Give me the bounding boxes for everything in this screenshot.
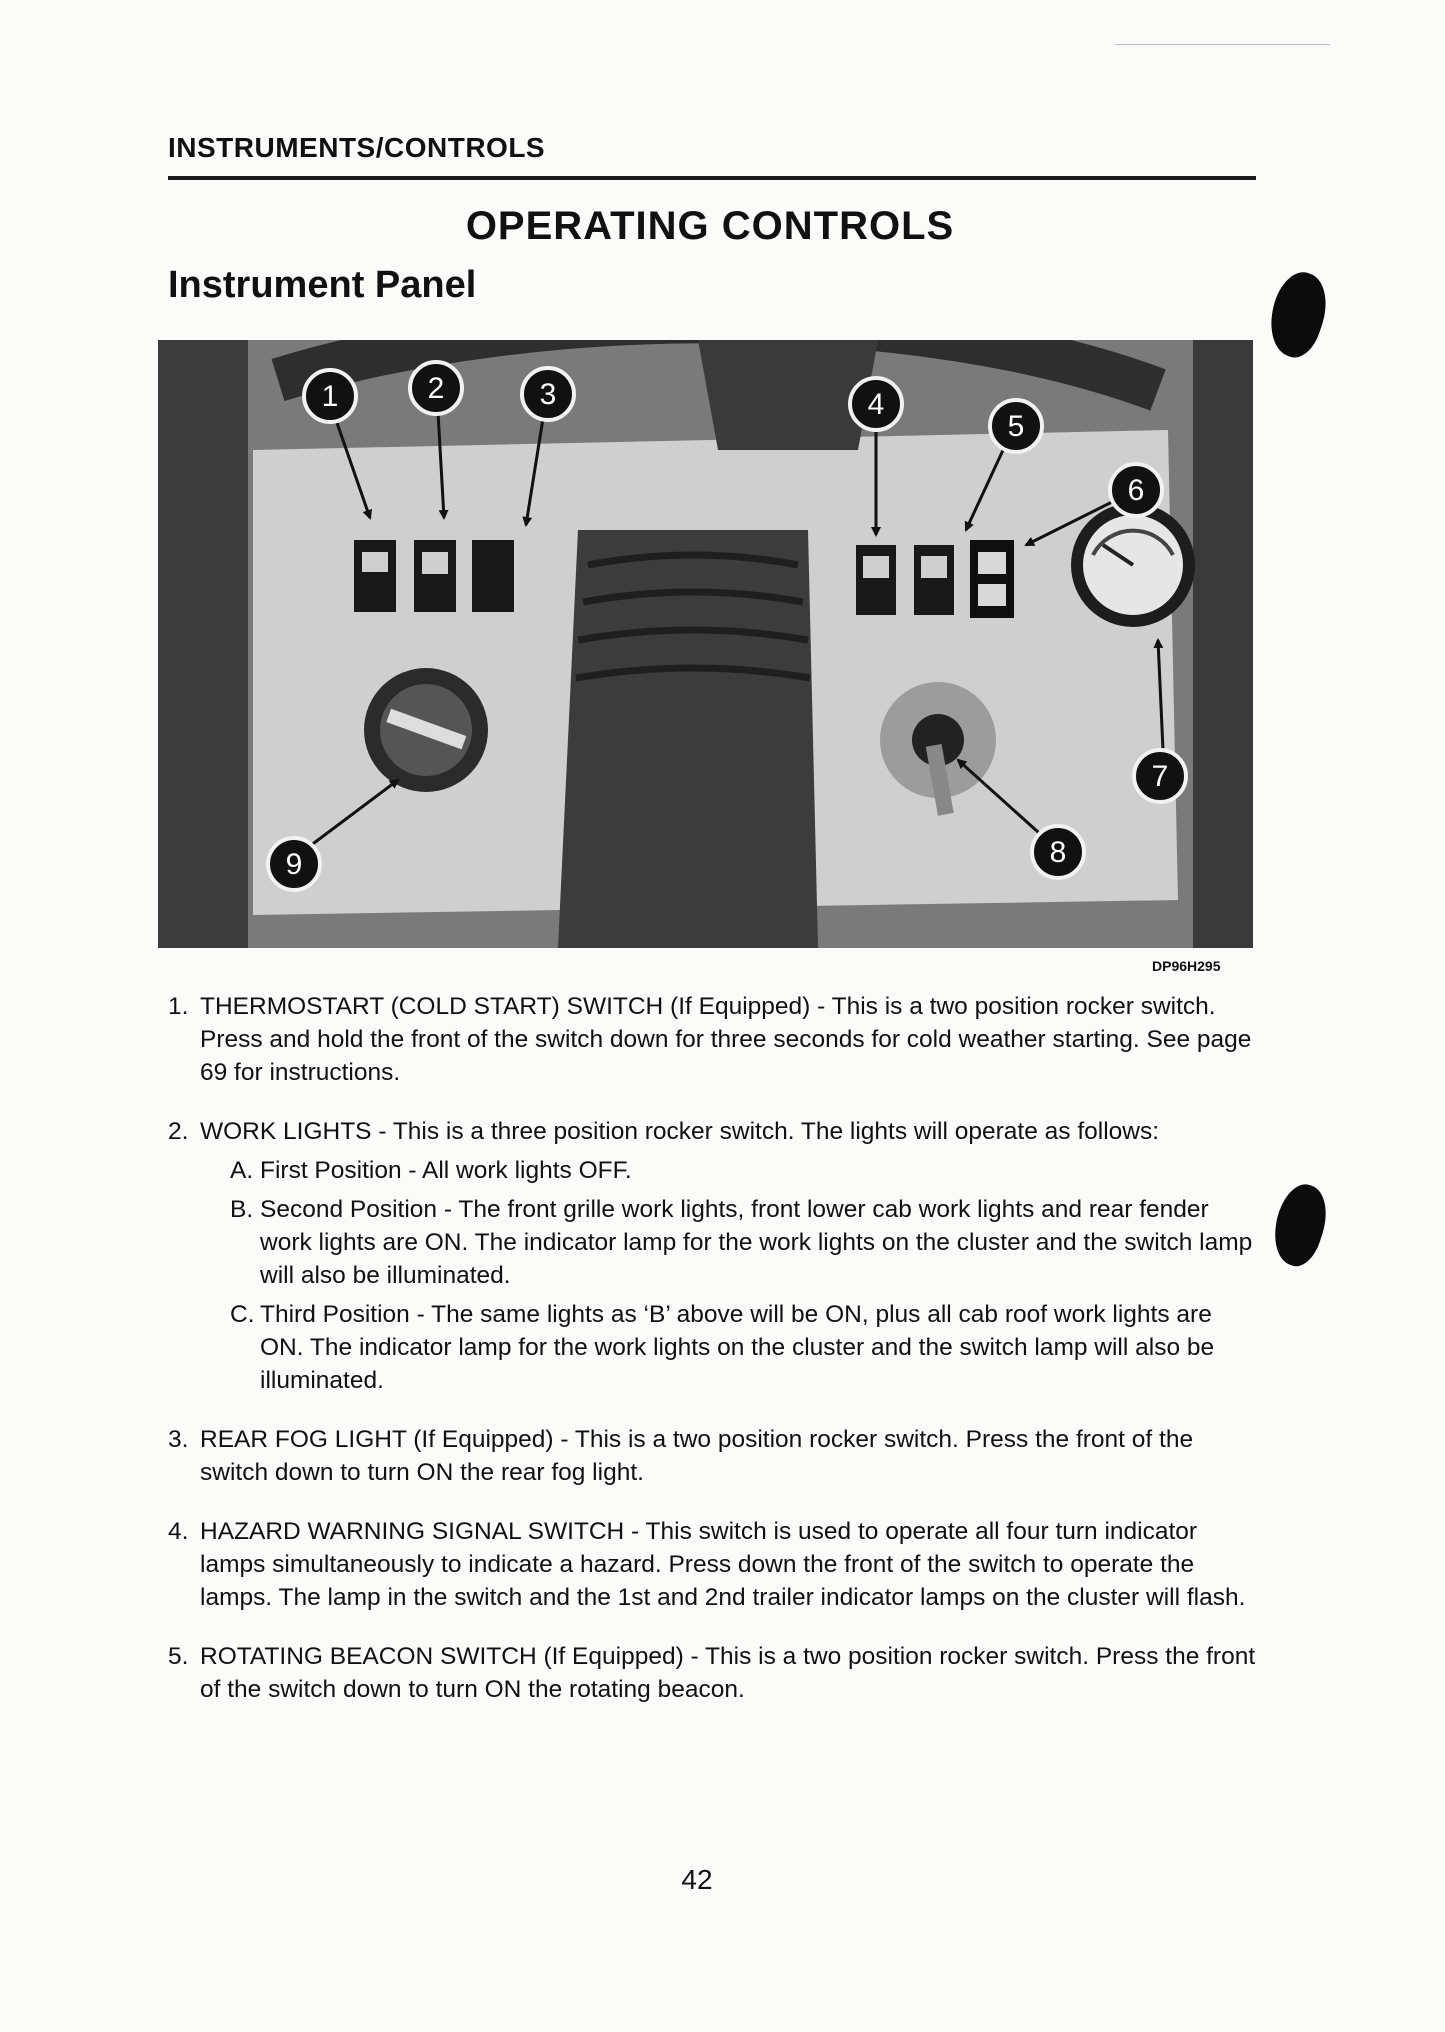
left-cab-pillar [158, 340, 248, 948]
sub-item-letter: C. [230, 1301, 255, 1328]
list-item [168, 1115, 1256, 1397]
switch-5-rotating-beacon [914, 545, 954, 615]
item-number: 1. [168, 993, 189, 1020]
header-rule [168, 176, 1256, 180]
sub-item-text: Second Position - The front grille work lights, front lower cab work lights and rear fender work lights are ON. The indicator lamp for the work lights on the cluster and the switch lamp will also be illuminated. [260, 1196, 1253, 1289]
item-text: REAR FOG LIGHT (If Equipped) - This is a two position rocker switch. Press the front of the switch down to turn ON the rear fog light. [200, 1426, 1194, 1486]
thumb-index-tab [1260, 266, 1336, 363]
callout-label: 8 [1049, 836, 1067, 869]
item-text: ROTATING BEACON SWITCH (If Equipped) - This is a two position rocker switch. Press the front of the switch down to turn ON the rotating beacon. [200, 1643, 1256, 1703]
callout-label: 2 [427, 372, 445, 405]
item-text: THERMOSTART (COLD START) SWITCH (If Equipped) - This is a two position rocker switch. Press and hold the front of the switch down for three seconds for cold weather starting. See page 69 for instructions. [200, 993, 1252, 1086]
sub-item [230, 1298, 1256, 1397]
sub-item-text: First Position - All work lights OFF. [260, 1157, 632, 1184]
callout-label: 7 [1151, 760, 1169, 793]
item-number: 5. [168, 1643, 189, 1670]
switch-4-hazard-warning [856, 545, 896, 615]
callout-label: 6 [1127, 474, 1145, 507]
thumb-index-tab [1265, 1179, 1336, 1272]
item-number: 3. [168, 1426, 189, 1453]
sub-item [230, 1154, 1256, 1187]
page-number: 42 [681, 1864, 713, 1895]
subheading: Instrument Panel [168, 264, 477, 306]
knob-9 [364, 668, 488, 792]
switch-1-thermostart [354, 540, 396, 612]
list-item [168, 1423, 1256, 1489]
callout-label: 3 [539, 378, 557, 411]
item-text: WORK LIGHTS - This is a three position rocker switch. The lights will operate as follows: [200, 1118, 1160, 1145]
item-number: 4. [168, 1518, 189, 1545]
switch-3-rear-fog-light [472, 540, 514, 612]
right-cab-pillar [1193, 340, 1253, 948]
sub-item-letter: B. [230, 1196, 254, 1223]
sub-item-text: Third Position - The same lights as ‘B’ above will be ON, plus all cab roof work lights are ON. The indicator lamp for the work lights on the cluster and the switch lamp will also be illuminated. [260, 1301, 1215, 1394]
instrument-panel-photo [158, 340, 1253, 948]
callout-label: 9 [285, 848, 303, 881]
list-item [168, 990, 1256, 1089]
gauge-7 [1071, 503, 1195, 627]
switch-6 [970, 540, 1014, 618]
control-descriptions [168, 990, 1256, 1732]
list-item [168, 1640, 1256, 1706]
figure-code: DP96H295 [1152, 958, 1221, 974]
sub-item-letter: A. [230, 1157, 254, 1184]
callout-label: 5 [1007, 410, 1025, 443]
callout-label: 1 [321, 380, 339, 413]
section-header: INSTRUMENTS/CONTROLS [168, 132, 546, 163]
sub-item [230, 1193, 1256, 1292]
list-item [168, 1515, 1256, 1614]
switch-2-work-lights [414, 540, 456, 612]
callout-label: 4 [867, 388, 885, 421]
item-number: 2. [168, 1118, 189, 1145]
top-edge-rule [1115, 44, 1330, 45]
item-text: HAZARD WARNING SIGNAL SWITCH - This switch is used to operate all four turn indicator lamps simultaneously to indicate a hazard. Press down the front of the switch to operate the lamps. The lamp in the switch and the 1st and 2nd trailer indicator lamps on the cluster will flash. [200, 1518, 1246, 1611]
page-title: OPERATING CONTROLS [465, 204, 955, 248]
